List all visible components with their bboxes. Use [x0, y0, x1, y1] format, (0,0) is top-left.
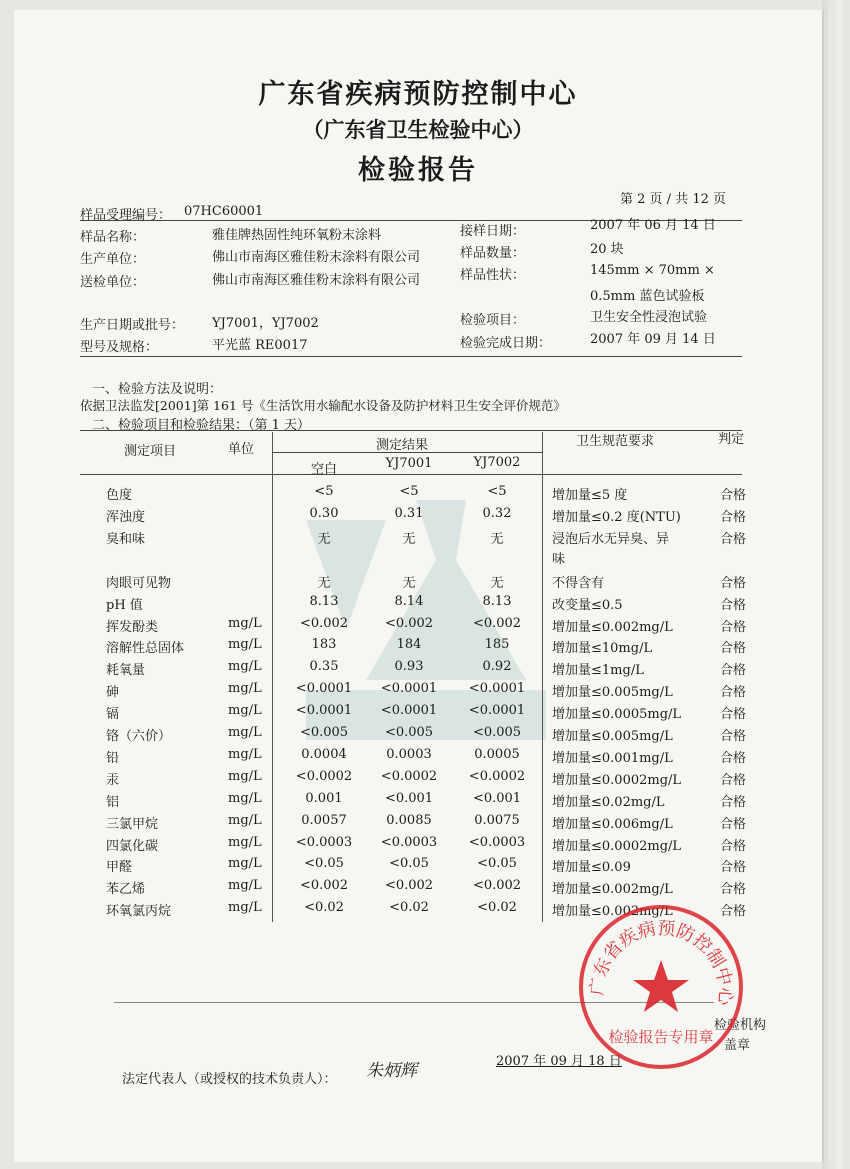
- info-label: 样品数量：: [460, 246, 526, 261]
- row-standard: 增加量≤0.005mg/L: [552, 729, 673, 744]
- info-value: 佛山市南海区雅佳粉末涂料有限公司: [212, 250, 421, 265]
- info-value: 2007 年 09 月 14 日: [590, 332, 716, 347]
- row-standard: 增加量≤1mg/L: [552, 663, 644, 679]
- info-label: 送检单位：: [80, 275, 146, 290]
- row-yj7001: <0.001: [384, 790, 434, 806]
- report-title: 检验报告: [358, 155, 478, 186]
- row-verdict: 合格: [720, 838, 747, 854]
- row-blank: 0.001: [305, 790, 343, 806]
- row-verdict: 合格: [720, 685, 747, 701]
- row-yj7002: <0.05: [477, 856, 517, 872]
- row-blank: <0.0001: [295, 681, 353, 697]
- row-yj7001: <0.0001: [380, 681, 438, 697]
- seal-subtext: 检验报告专用章: [608, 1028, 714, 1046]
- row-blank: 0.0057: [301, 812, 347, 828]
- info-value: 佛山市南海区雅佳粉末涂料有限公司: [212, 273, 421, 288]
- row-unit: mg/L: [228, 900, 262, 916]
- info-value: 0.5mm 蓝色试验板: [590, 289, 705, 304]
- row-item: 铬（六价）: [106, 729, 172, 744]
- section2-heading: 二、检验项目和检验结果：（第 1 天）: [92, 418, 311, 433]
- row-yj7001: 无: [402, 531, 416, 547]
- header-yj7002: YJ7002: [473, 455, 521, 470]
- row-unit: mg/L: [228, 659, 262, 675]
- agency-label-2: 盖章: [724, 1038, 751, 1053]
- row-standard: 浸泡后水无异臭、异: [552, 531, 670, 547]
- row-yj7001: 无: [402, 575, 416, 591]
- header-divider: [272, 432, 273, 474]
- sample-no: 07HC60001: [184, 204, 264, 219]
- row-yj7002: 0.0075: [474, 812, 520, 828]
- row-yj7002: <0.02: [477, 900, 517, 916]
- org-title: 广东省疾病预防控制中心: [258, 79, 578, 110]
- agency-label: 检验机构: [714, 1018, 767, 1033]
- row-item: 三氯甲烷: [106, 816, 159, 832]
- row-item: 浑浊度: [106, 509, 146, 525]
- row-standard: 增加量≤0.002mg/L: [552, 882, 673, 898]
- row-yj7001: <0.0002: [380, 768, 438, 784]
- row-item: 耗氧量: [106, 663, 146, 679]
- row-blank: <0.05: [304, 856, 344, 872]
- row-yj7001: 0.0085: [386, 812, 432, 828]
- row-verdict: 合格: [720, 597, 747, 613]
- row-item: 砷: [106, 685, 120, 701]
- header-standard: 卫生规范要求: [576, 434, 655, 449]
- row-verdict: 合格: [720, 794, 747, 810]
- row-item: 苯乙烯: [106, 882, 146, 898]
- row-item: pH 值: [106, 597, 143, 613]
- info-value: 雅佳牌热固性纯环氧粉末涂料: [212, 228, 382, 243]
- row-standard: 增加量≤0.0005mg/L: [552, 707, 682, 723]
- row-yj7001: <0.02: [389, 900, 429, 916]
- row-blank: 0.0004: [301, 746, 347, 762]
- row-unit: mg/L: [228, 768, 262, 784]
- row-standard-cont: 味: [552, 551, 566, 567]
- info-label: 检验完成日期：: [460, 336, 552, 351]
- row-item: 臭和味: [106, 531, 146, 547]
- header-divider: [542, 432, 543, 474]
- row-item: 镉: [106, 707, 120, 723]
- sample-no-label: 样品受理编号：: [80, 208, 172, 223]
- header-bottom-rule: [80, 474, 742, 475]
- row-standard: 增加量≤0.0002mg/L: [552, 772, 682, 788]
- row-item: 铅: [106, 750, 120, 766]
- row-yj7001: <0.05: [389, 856, 429, 872]
- row-blank: 8.13: [309, 593, 339, 609]
- row-item: 甲醛: [106, 860, 133, 876]
- row-yj7002: 无: [490, 531, 504, 547]
- results-subrule: [272, 452, 542, 453]
- row-yj7002: <0.005: [472, 725, 522, 740]
- info-value: 平光蓝 RE0017: [212, 338, 308, 353]
- row-yj7002: <5: [487, 484, 507, 499]
- row-standard: 增加量≤0.0002mg/L: [552, 838, 682, 854]
- info-label: 接样日期：: [460, 224, 526, 239]
- row-item: 溶解性总固体: [106, 641, 185, 657]
- page-info: 第 2 页 / 共 12 页: [620, 192, 726, 207]
- row-blank: <0.005: [299, 725, 349, 740]
- row-verdict: 合格: [720, 750, 747, 766]
- row-yj7002: 0.32: [482, 505, 512, 521]
- info-label: 型号及规格：: [80, 340, 159, 355]
- info-value: 145mm × 70mm ×: [590, 263, 715, 278]
- info-label: 样品性状：: [460, 268, 526, 283]
- sign-date: 2007 年 09 月 18 日: [496, 1054, 622, 1069]
- row-verdict: 合格: [720, 729, 747, 744]
- row-yj7001: <0.002: [384, 615, 434, 631]
- row-blank: <0.002: [299, 615, 349, 631]
- row-verdict: 合格: [720, 707, 747, 723]
- row-unit: mg/L: [228, 725, 262, 740]
- row-yj7001: 0.31: [394, 505, 424, 521]
- row-yj7001: 8.14: [394, 593, 424, 609]
- header-item: 测定项目: [124, 444, 177, 459]
- row-yj7002: <0.002: [472, 878, 522, 894]
- row-standard: 增加量≤0.09: [552, 860, 631, 876]
- header-unit: 单位: [228, 442, 255, 457]
- row-verdict: 合格: [720, 816, 747, 832]
- row-verdict: 合格: [720, 772, 747, 788]
- row-item: 四氯化碳: [106, 838, 159, 854]
- row-blank: <5: [314, 484, 334, 499]
- row-unit: mg/L: [228, 856, 262, 872]
- info-value: 20 块: [590, 242, 624, 257]
- row-yj7001: <0.005: [384, 725, 434, 740]
- table-divider: [272, 474, 273, 922]
- row-blank: <0.0001: [295, 703, 353, 719]
- row-blank: 183: [311, 637, 337, 653]
- header-results: 测定结果: [376, 438, 429, 453]
- row-verdict: 合格: [720, 904, 747, 920]
- info-rule: [80, 356, 742, 357]
- row-standard: 增加量≤0.002mg/L: [552, 904, 673, 920]
- row-yj7001: 184: [396, 637, 422, 653]
- official-seal: [574, 900, 749, 1075]
- row-item: 汞: [106, 772, 120, 788]
- info-value: 2007 年 06 月 14 日: [590, 218, 716, 233]
- section1-heading: 一、检验方法及说明：: [92, 382, 223, 397]
- row-unit: mg/L: [228, 812, 262, 828]
- row-standard: 改变量≤0.5: [552, 597, 623, 613]
- row-blank: <0.0002: [295, 768, 353, 784]
- row-yj7002: <0.0001: [468, 681, 526, 697]
- row-standard: 增加量≤0.002mg/L: [552, 619, 673, 635]
- row-yj7001: 0.93: [394, 659, 424, 675]
- row-yj7002: 8.13: [482, 593, 512, 609]
- row-yj7002: 185: [484, 637, 510, 653]
- row-verdict: 合格: [720, 641, 747, 657]
- info-label: 生产单位：: [80, 252, 146, 267]
- row-verdict: 合格: [720, 882, 747, 898]
- row-yj7001: <0.0001: [380, 703, 438, 719]
- header-verdict: 判定: [718, 432, 745, 447]
- row-standard: 增加量≤10mg/L: [552, 641, 653, 657]
- row-standard: 增加量≤0.006mg/L: [552, 816, 673, 832]
- row-standard: 增加量≤0.02mg/L: [552, 794, 665, 810]
- row-yj7001: <0.002: [384, 878, 434, 894]
- row-verdict: 合格: [720, 575, 747, 591]
- paper-edge: [822, 0, 842, 1169]
- row-verdict: 合格: [720, 860, 747, 876]
- table-divider: [542, 474, 543, 922]
- seal-star: [633, 960, 689, 1012]
- row-unit: mg/L: [228, 637, 262, 653]
- row-blank: <0.0003: [295, 834, 353, 850]
- row-blank: 无: [317, 575, 331, 591]
- info-label: 检验项目：: [460, 313, 526, 328]
- row-yj7002: 0.92: [482, 659, 512, 675]
- row-unit: mg/L: [228, 615, 262, 631]
- row-unit: mg/L: [228, 703, 262, 719]
- row-item: 铝: [106, 794, 120, 810]
- row-unit: mg/L: [228, 790, 262, 806]
- info-value: YJ7001，YJ7002: [212, 316, 319, 331]
- row-yj7002: <0.002: [472, 615, 522, 631]
- header-blank: 空白: [310, 462, 337, 477]
- row-verdict: 合格: [720, 509, 747, 525]
- row-item: 环氧氯丙烷: [106, 904, 172, 920]
- row-unit: mg/L: [228, 878, 262, 894]
- row-standard: 不得含有: [552, 575, 605, 591]
- org-alias: （广东省卫生检验中心）: [302, 118, 534, 142]
- row-item: 肉眼可见物: [106, 575, 172, 591]
- row-blank: <0.002: [299, 878, 349, 894]
- row-blank: 0.30: [309, 505, 339, 521]
- row-blank: 无: [317, 531, 331, 547]
- row-item: 色度: [106, 488, 133, 503]
- row-yj7002: <0.0001: [468, 703, 526, 719]
- header-yj7001: YJ7001: [385, 456, 433, 471]
- seal-text: 广东省疾病预防控制中心: [586, 917, 736, 1006]
- row-yj7002: 0.0005: [474, 746, 520, 762]
- row-verdict: 合格: [720, 663, 747, 679]
- row-verdict: 合格: [720, 619, 747, 635]
- row-blank: <0.02: [304, 900, 344, 916]
- section1-text: 依据卫法监发[2001]第 161 号《生活饮用水输配水设备及防护材料卫生安全评价规范》: [80, 398, 566, 413]
- row-standard: 增加量≤0.005mg/L: [552, 685, 673, 701]
- row-yj7001: <0.0003: [380, 834, 438, 850]
- signature: 朱炳辉: [366, 1061, 417, 1081]
- row-unit: mg/L: [228, 681, 262, 697]
- row-yj7001: <5: [399, 484, 419, 499]
- row-yj7001: 0.0003: [386, 746, 432, 762]
- info-value: 卫生安全性浸泡试验: [590, 310, 708, 325]
- row-yj7002: 无: [490, 575, 504, 591]
- row-standard: 增加量≤0.2 度(NTU): [552, 509, 681, 525]
- row-standard: 增加量≤0.001mg/L: [552, 750, 673, 766]
- info-label: 样品名称：: [80, 230, 146, 245]
- row-yj7002: <0.0003: [468, 834, 526, 850]
- row-blank: 0.35: [309, 659, 339, 675]
- row-yj7002: <0.0002: [468, 768, 526, 784]
- rep-label: 法定代表人（或授权的技术负责人）：: [122, 1072, 337, 1087]
- info-label: 生产日期或批号：: [80, 318, 185, 333]
- row-yj7002: <0.001: [472, 790, 522, 806]
- row-unit: mg/L: [228, 834, 262, 850]
- row-verdict: 合格: [720, 488, 747, 503]
- row-item: 挥发酚类: [106, 619, 159, 635]
- row-standard: 增加量≤5 度: [552, 488, 628, 503]
- row-verdict: 合格: [720, 531, 747, 547]
- row-unit: mg/L: [228, 746, 262, 762]
- report-page: [14, 10, 822, 1162]
